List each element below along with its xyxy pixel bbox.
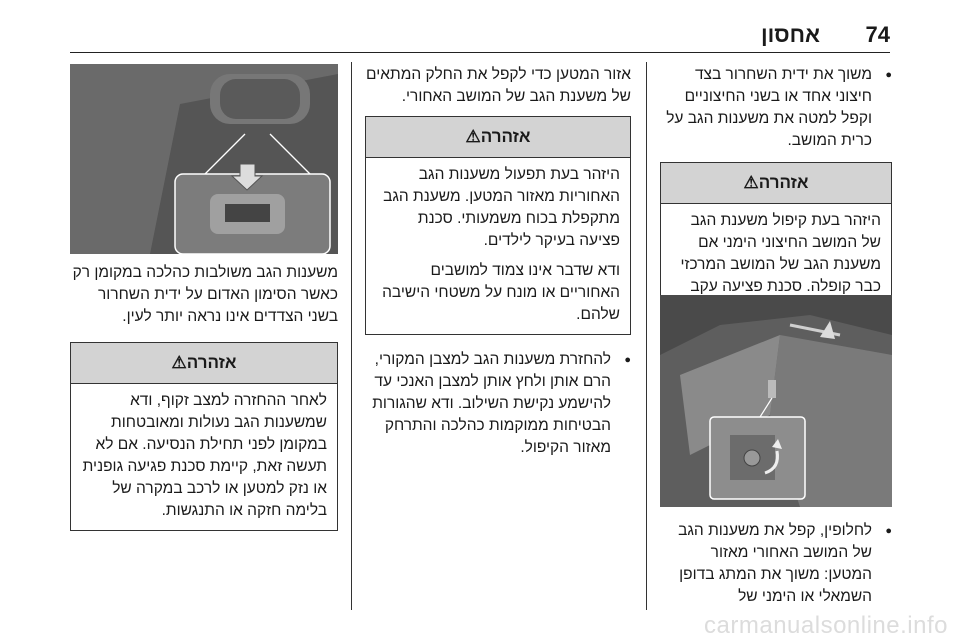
warning-header [71, 343, 337, 384]
warning-title: אזהרה [186, 353, 237, 372]
page-number: 74 [865, 22, 890, 47]
watermark: carmanualsonline.info [704, 612, 948, 639]
column-divider [351, 62, 352, 610]
warning-header [661, 163, 891, 204]
warning-title: אזהרה [758, 173, 809, 192]
page-header [70, 22, 890, 54]
warning-title: אזהרה [480, 127, 531, 146]
header-rule [70, 52, 890, 53]
warning-box [70, 342, 338, 531]
cargo-area-image [660, 295, 892, 507]
cargo-illustration [660, 295, 892, 507]
warning-triangle-icon: ⚠ [465, 127, 481, 146]
warning-text: היזהר בעת קיפול משענת הגב של המושב החיצוני הימני אם משענת הגב של המושב המרכזי כבר קופלה. סכנת פציעה עקב [680, 212, 881, 295]
paragraph: אזור המטען כדי לקפל את החלק המתאים של משענת הגב של המושב האחורי. [366, 66, 631, 105]
instruction-bullet: ● לחלופין, קפל את משענות הגב של המושב האחורי מאזור המטען: משוך את המתג בדופן השמאלי או הימני של [660, 520, 892, 608]
middle-column [365, 64, 631, 459]
warning-text: היזהר בעת תפעול משענות הגב האחוריות מאזור המטען. משענת הגב מתקפלת בכוח משמעותי. סכנת פציעה בעיקר לילדים. [383, 166, 620, 249]
right-column-bottom [660, 520, 892, 608]
column-divider [646, 62, 647, 610]
image-caption: משענות הגב משולבות כהלכה במקומן רק כאשר הסימון האדום על ידית השחרור בשני הצדדים אינו נראה יותר לעין. [72, 264, 338, 325]
warning-header [366, 117, 630, 158]
warning-triangle-icon: ⚠ [743, 173, 759, 192]
rear-seat-image [70, 64, 338, 254]
warning-text: לאחר ההחזרה למצב זקוף, ודא שמשענות הגב נעולות ומאובטחות במקומן לפני תחילת הנסיעה. אם לא תעשה זאת, קיימת סכנת פגיעה גופנית או נזק למטען או לרכב במקרה של בלימה חזקה או התנגשות. [82, 392, 327, 519]
warning-triangle-icon: ⚠ [171, 353, 187, 372]
left-column [70, 262, 338, 531]
warning-box [365, 116, 631, 335]
warning-text: ודא שדבר אינו צמוד למושבים האחוריים או מונח על משטחי הישיבה שלהם. [382, 262, 620, 323]
instruction-bullet: ● משוך את ידית השחרור בצד חיצוני אחד או בשני החיצוניים וקפל למטה את משענות הגב על כרית המושב. [660, 64, 892, 152]
seat-illustration [70, 64, 338, 254]
instruction-bullet: ● להחזרת משענות הגב למצבן המקורי, הרם אותן ולחץ אותן למצבן האנכי עד להישמע נקישת השילוב. ודא שהגורות הבטיחות ממוקמות כהלכה והתרחק מאזור הקיפול. [365, 349, 631, 459]
section-title: אחסון [760, 22, 820, 47]
